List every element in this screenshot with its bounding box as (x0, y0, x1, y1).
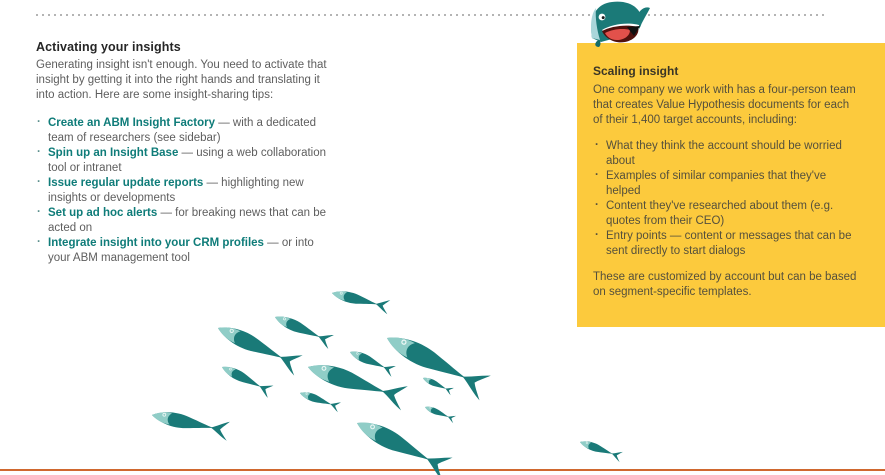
tip-rest: — or into your ABM management tool (48, 237, 314, 264)
tip-rest: — with a dedicated team of researchers (see sidebar) (48, 117, 317, 144)
fish-school (150, 286, 623, 475)
fish-icon (304, 355, 409, 410)
fish-icon (213, 318, 303, 375)
fish-icon (578, 437, 623, 462)
tip-item (36, 206, 330, 236)
fish-icon (348, 347, 397, 377)
callout-title: Scaling insight (593, 64, 679, 78)
tip-rest: — using a web collaboration tool or intranet (48, 147, 327, 174)
tip-lead: Integrate insight into your CRM profiles (48, 237, 264, 249)
bottom-rule (0, 469, 885, 471)
main-article (36, 40, 330, 266)
scaling-insight-callout (577, 43, 885, 327)
fish-icon (272, 310, 335, 349)
intro-paragraph: Generating insight isn't enough. You need to activate that insight by getting it into the right hands and translating it into action. Here are some insight-sharing tips: (36, 59, 327, 101)
whale-icon (591, 2, 650, 47)
callout-closing: These are customized by account but can be based on segment-specific templates. (593, 271, 857, 298)
tip-lead: Set up ad hoc alerts (48, 207, 158, 219)
callout-item: · What they think the account should be worried about (593, 139, 861, 169)
tip-lead: Spin up an Insight Base (48, 147, 179, 159)
page-title: Activating your insights (36, 40, 181, 54)
tip-item (36, 236, 330, 266)
fish-icon (219, 361, 274, 398)
callout-intro: One company we work with has a four-person team that creates Value Hypothesis documents for each of their 1,400 target accounts, including: (593, 84, 856, 126)
fish-icon (351, 412, 453, 475)
tip-item (36, 116, 330, 146)
callout-list (593, 139, 861, 259)
dotted-divider (36, 14, 824, 16)
fish-icon (381, 326, 492, 400)
fish-icon (298, 388, 341, 412)
tip-item (36, 146, 330, 176)
callout-item: · Content they've researched about them (e.g. quotes from their CEO) (593, 199, 861, 229)
tip-lead: Issue regular update reports (48, 177, 204, 189)
callout-item: · Entry points — content or messages that can be sent directly to start dialogs (593, 229, 861, 259)
tip-rest: — for breaking news that can be acted on (48, 207, 327, 234)
fish-icon (421, 374, 454, 395)
tip-rest: — highlighting new insights or developments (48, 177, 304, 204)
tips-list (36, 116, 330, 266)
tip-item (36, 176, 330, 206)
callout-item: · Examples of similar companies that they've helped (593, 169, 861, 199)
fish-icon (330, 286, 391, 314)
fish-icon (150, 406, 231, 441)
fish-icon (423, 403, 456, 423)
tip-lead: Create an ABM Insight Factory (48, 117, 215, 129)
